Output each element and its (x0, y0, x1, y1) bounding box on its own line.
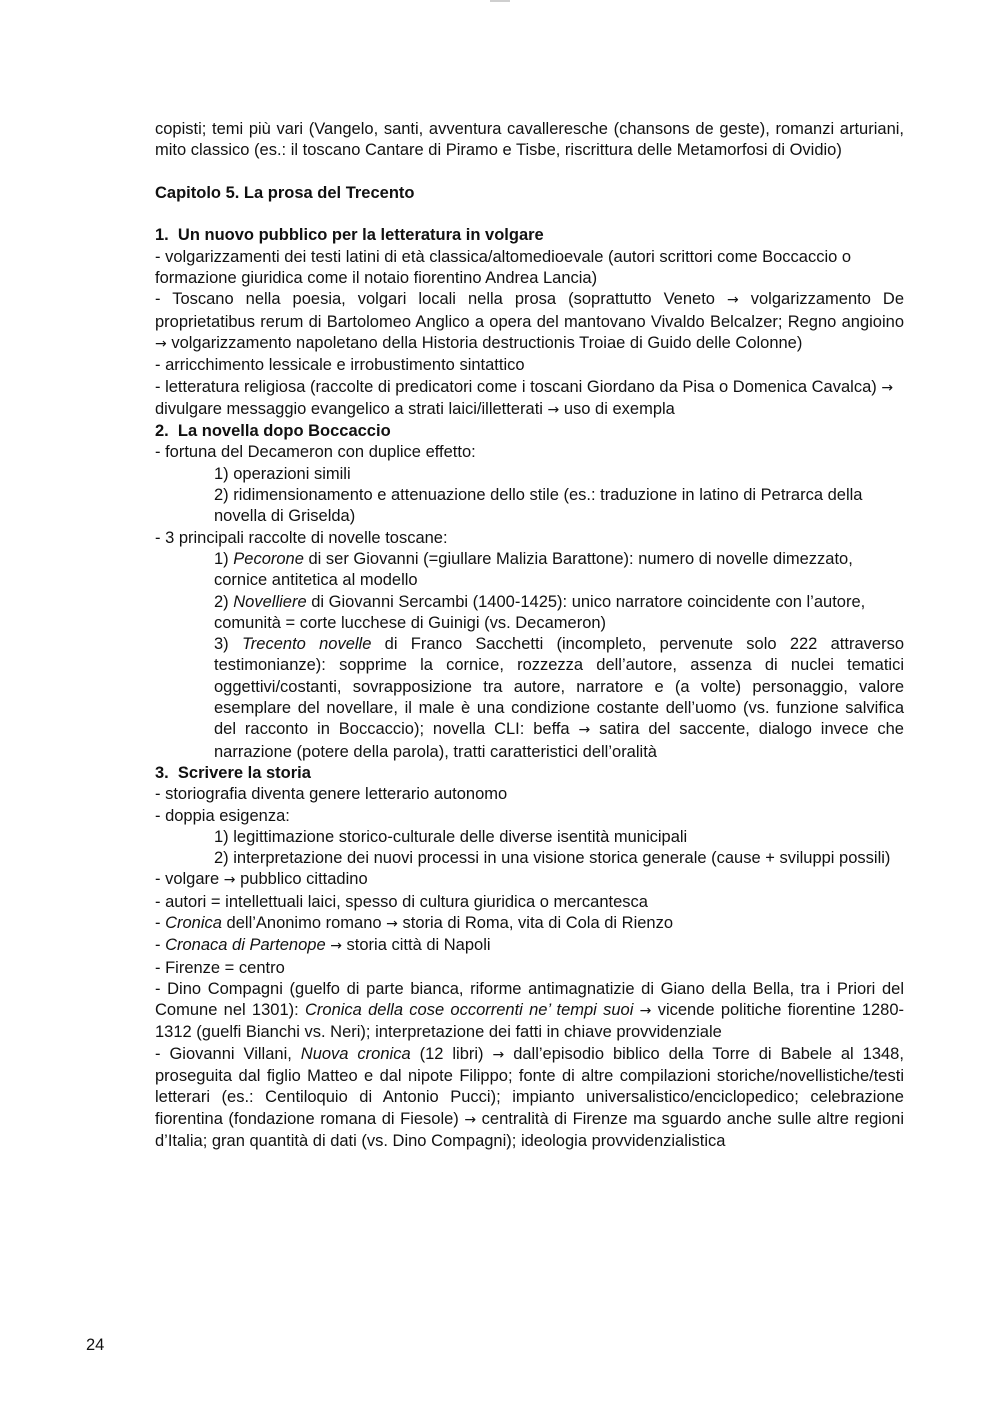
arrow-icon: → (464, 1111, 477, 1128)
section-2-item: - fortuna del Decameron con duplice effetto: (155, 443, 476, 462)
sub-item: 2) interpretazione dei nuovi processi in una visione storica generale (cause + sviluppi possili) (214, 849, 891, 868)
arrow-icon: → (330, 938, 342, 955)
arrow-icon: → (639, 1003, 652, 1020)
section-3-item: - Cronica dell’Anonimo romano → storia di Roma, vita di Cola di Rienzo (155, 913, 674, 932)
section-1-item: - letteratura religiosa (raccolte di predicatori come i toscani Giordano da Pisa o Domenica Cavalca) → divulgare messaggio evangelico a strati laici/illetterati → uso di exempla (155, 377, 894, 418)
arrow-icon: → (578, 722, 591, 739)
arrow-icon: → (492, 1046, 505, 1063)
page-number: 24 (86, 1336, 105, 1354)
arrow-icon: → (881, 379, 894, 396)
section-3-item: - storiografia diventa genere letterario autonomo (155, 785, 508, 804)
section-2-heading: 2. La novella dopo Boccaccio (155, 422, 391, 441)
sub-item: 1) operazioni simili (214, 464, 351, 483)
work-title: Novelliere (233, 592, 307, 611)
section-1-item: - Toscano nella poesia, volgari locali nella prosa (soprattutto Veneto → volgarizzamento De proprietatibus rerum di Bartolomeo Anglico a opera del mantovano Vivaldo Belcalzer; Regno angioino → volgarizzamento napoletano della Historia destructionis Troiae di Guido delle Colonne) (155, 290, 904, 352)
arrow-icon: → (386, 915, 398, 932)
intro-paragraph: copisti; temi più vari (Vangelo, santi, avventura cavalleresche (chansons de geste), romanzi arturiani, mito classico (es.: il toscano Cantare di Piramo e Tisbe, riscrittura delle Metamorfosi di Ovidio) (155, 120, 904, 160)
section-3-item: - volgare → pubblico cittadino (155, 870, 368, 889)
work-title: Cronica della cose occorrenti ne’ tempi suoi (305, 1001, 634, 1020)
section-1-heading: 1. Un nuovo pubblico per la letteratura in volgare (155, 226, 544, 245)
section-3-item: - Firenze = centro (155, 958, 285, 977)
collection-item: 1) Pecorone di ser Giovanni (=giullare Malizia Barattone): numero di novelle dimezzato, cornice antitetica al modello (214, 549, 853, 590)
section-1-item: - arricchimento lessicale e irrobustimento sintattico (155, 356, 525, 375)
work-title: Trecento novelle (241, 635, 372, 654)
arrow-icon: → (223, 872, 236, 889)
page-body (155, 119, 904, 1152)
arrow-icon: → (547, 401, 560, 418)
work-title: Pecorone (233, 549, 304, 568)
section-1-item: - volgarizzamenti dei testi latini di età classica/altomedioevale (autori scrittori come Boccaccio o formazione giuridica come il notaio fiorentino Andrea Lancia) (155, 247, 852, 288)
section-2-item: - 3 principali raccolte di novelle toscane: (155, 528, 448, 547)
sub-item: 2) ridimensionamento e attenuazione dello stile (es.: traduzione in latino di Petrarca della novella di Griselda) (214, 486, 863, 526)
work-title: Cronica (165, 913, 222, 932)
section-3-item: - Dino Compagni (guelfo di parte bianca, riforme antimagnatizie di Giano della Bella, tra i Priori del Comune nel 1301): Cronica della cose occorrenti ne’ tempi suoi → vicende politiche fiorentine 1280-1312 (guelfi Bianchi vs. Neri); interpretazione dei fatti in chiave provvidenziale (155, 979, 904, 1042)
collection-item: 2) Novelliere di Giovanni Sercambi (1400-1425): unico narratore coincidente con l’autore, comunità = corte lucchese di Guinigi (vs. Decameron) (214, 592, 866, 632)
chapter-title: Capitolo 5. La prosa del Trecento (155, 183, 415, 202)
arrow-icon: → (727, 292, 739, 309)
section-3-item: - doppia esigenza: (155, 806, 290, 825)
sub-item: 1) legittimazione storico-culturale delle diverse isentità municipali (214, 827, 688, 846)
section-3-item: - autori = intellettuali laici, spesso di cultura giuridica o mercantesca (155, 892, 648, 911)
work-title: Nuova cronica (300, 1044, 411, 1063)
collection-item: 3) Trecento novelle di Franco Sacchetti (incompleto, pervenute solo 222 attraverso testimonianze): sopprime la cornice, rozzezza dell’autore, assenza di nuclei tematici oggettivi/costanti, sovrapposizione tra autore, narratore e (a volte) personaggio, valore esemplare del novellare, il male è una condizione costante dell’uomo (vs. funzione salvifica del racconto in Boccaccio); novella CLI: beffa → satira del saccente, dialogo invece che narrazione (potere della parola), tratti caratteristici dell’oralità (214, 635, 904, 761)
work-title: Cronaca di Partenope (165, 936, 326, 955)
header-mark (490, 0, 510, 2)
section-3-heading: 3. Scrivere la storia (155, 763, 311, 782)
section-3-item: - Giovanni Villani, Nuova cronica (12 libri) → dall’episodio biblico della Torre di Babele al 1348, proseguita dal figlio Matteo e dal nipote Filippo; fonte di altre compilazioni storiche/novellistiche/testi letterari (es.: Centiloquio di Antonio Pucci); impianto universalistico/enciclopedico; celebrazione fiorentina (fondazione romana di Fiesole) → centralità di Firenze ma sguardo anche sulle altre regioni d’Italia; gran quantità di dati (vs. Dino Compagni); ideologia provvidenzialistica (155, 1044, 904, 1150)
arrow-icon: → (155, 335, 167, 352)
section-3-item: - Cronaca di Partenope → storia città di Napoli (155, 936, 491, 955)
